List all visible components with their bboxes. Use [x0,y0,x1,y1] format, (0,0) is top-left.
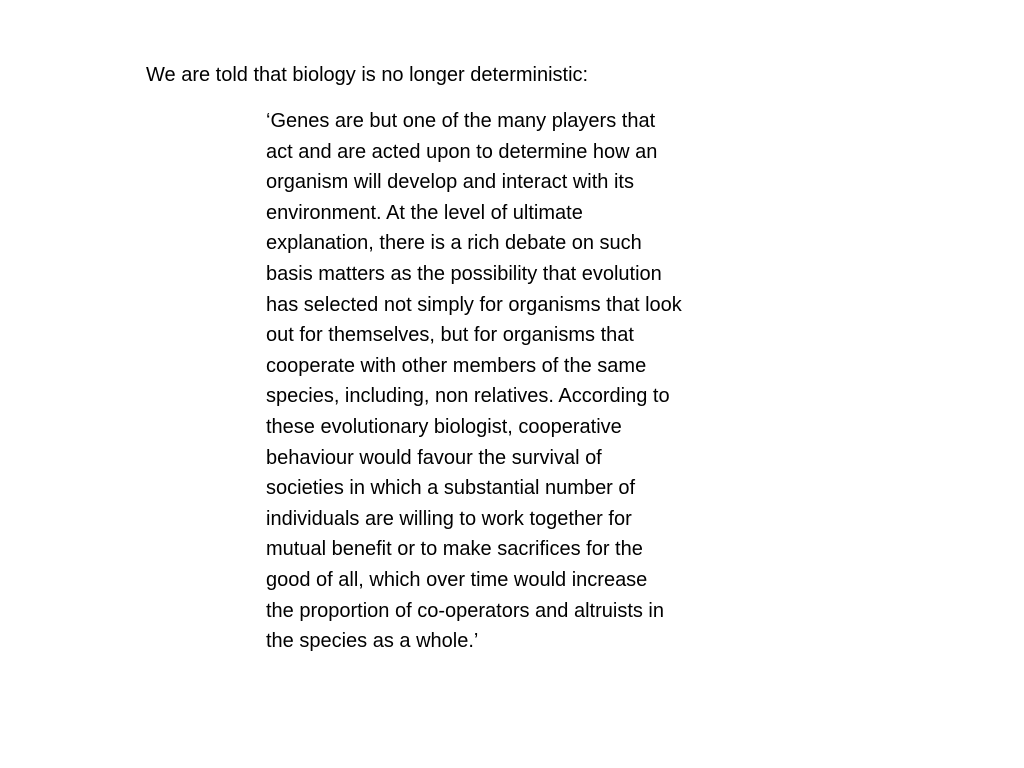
block-quote [266,106,786,657]
quote-line: explanation, there is a rich debate on such [266,232,642,255]
quote-line: basis matters as the possibility that evolution [266,262,662,285]
quote-line: has selected not simply for organisms that look [266,293,682,316]
quote-line: societies in which a substantial number of [266,477,636,500]
quote-line: good of all, which over time would increase [266,568,648,591]
quote-line: out for themselves, but for organisms that [266,324,634,347]
intro-text: We are told that biology is no longer deterministic: [146,64,589,86]
quote-line: species, including, non relatives. According to [266,385,670,408]
quote-line: act and are acted upon to determine how an [266,140,658,163]
quote-line: individuals are willing to work together for [266,507,632,530]
quote-line: the proportion of co-operators and altruists in [266,599,664,622]
quote-line: ‘Genes are but one of the many players that [266,110,656,132]
quote-line: organism will develop and interact with its [266,171,634,194]
quote-line: cooperate with other members of the same [266,354,647,377]
quote-line: behaviour would favour the survival of [266,446,602,469]
quote-line: the species as a whole.’ [266,630,479,653]
quote-line: these evolutionary biologist, cooperative [266,415,622,438]
quote-line: mutual benefit or to make sacrifices for the [266,538,643,561]
quote-line: environment. At the level of ultimate [266,201,583,224]
